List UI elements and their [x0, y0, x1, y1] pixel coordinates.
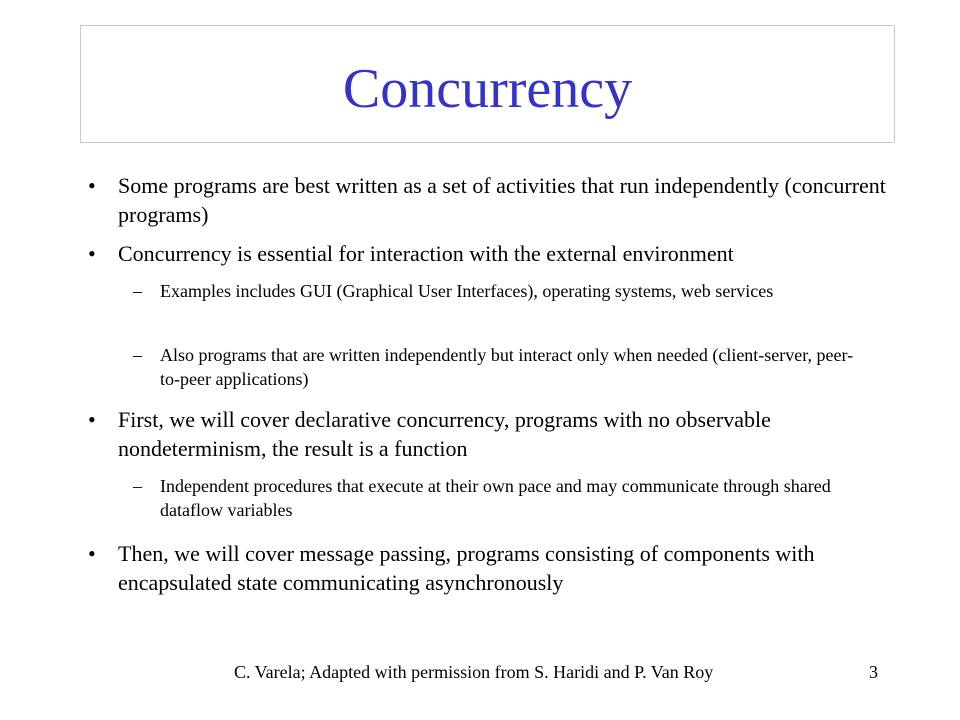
slide-title: Concurrency: [342, 58, 633, 120]
sub-bullet-item: Independent procedures that execute at their own pace and may communicate through shared dataflow variables: [160, 476, 831, 520]
sub-bullet-marker: –: [133, 281, 142, 301]
page-number: 3: [869, 662, 878, 682]
bullet-marker: •: [88, 541, 96, 566]
bullet-marker: •: [88, 173, 96, 198]
bullet-marker: •: [88, 407, 96, 432]
bullet-item: Concurrency is essential for interaction with the external environment: [118, 241, 734, 266]
bullet-item: Some programs are best written as a set of activities that run independently (concurrent programs): [118, 173, 886, 227]
bullet-marker: •: [88, 241, 96, 266]
slide-footer: C. Varela; Adapted with permission from S. Haridi and P. Van Roy: [234, 662, 714, 682]
sub-bullet-marker: –: [133, 476, 142, 496]
sub-bullet-item: Also programs that are written independently but interact only when needed (client-server, peer-to-peer applications): [160, 345, 854, 389]
sub-bullet-item: Examples includes GUI (Graphical User Interfaces), operating systems, web services: [160, 281, 774, 301]
sub-bullet-marker: –: [133, 345, 142, 365]
bullet-item: First, we will cover declarative concurrency, programs with no observable nondeterminism, the result is a function: [118, 407, 771, 461]
bullet-item: Then, we will cover message passing, programs consisting of components with encapsulated state communicating asynchronously: [118, 541, 815, 595]
